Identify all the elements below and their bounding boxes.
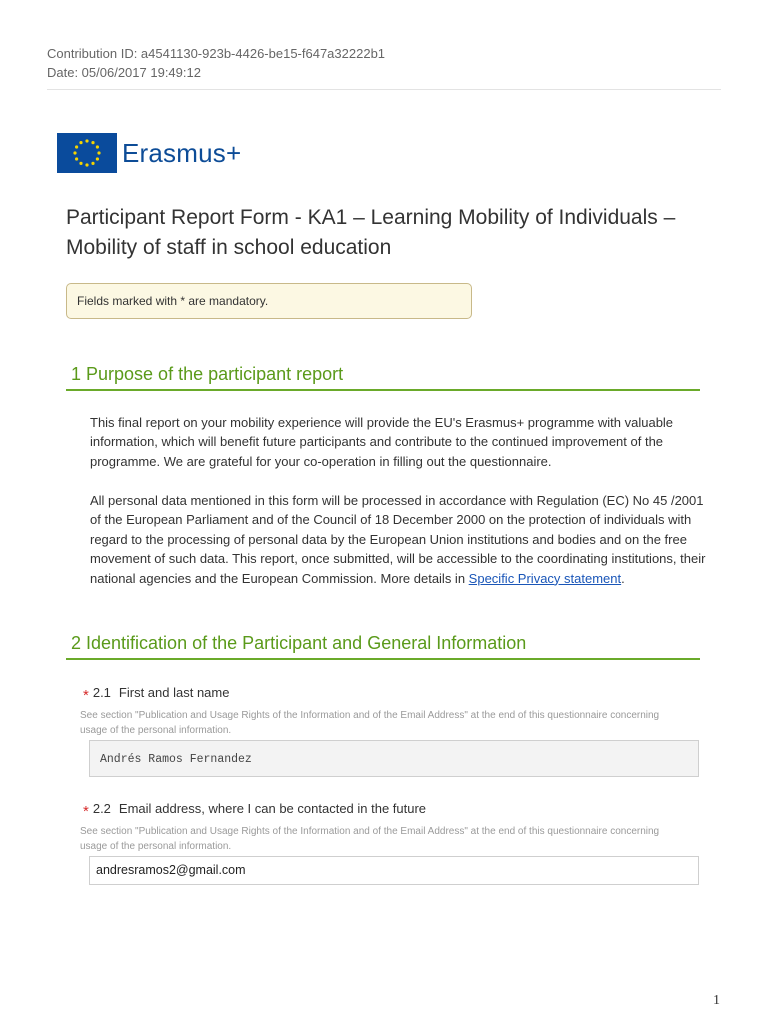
erasmus-logo xyxy=(57,133,241,173)
submission-date: Date: 05/06/2017 19:49:12 xyxy=(47,65,201,80)
document-metadata xyxy=(47,44,385,82)
privacy-paragraph xyxy=(90,491,710,588)
eu-flag-icon xyxy=(57,133,117,173)
required-asterisk: * xyxy=(83,687,89,704)
question-number: 2.1 xyxy=(92,685,111,700)
question-text: First and last name xyxy=(118,685,230,700)
privacy-text: All personal data mentioned in this form will be processed in accordance with Regulation (EC) No 45 /2001 of the European Parliament and of the Council of 18 December 2000 on the protection of individuals with regard to the processing of personal data by the European Union institutions and bodies and on the free movement of such data. This report, once submitted, will be accessible to the coordinating institutions, their national agencies and the European Commission. More details in xyxy=(90,493,706,586)
section-2-title: 2 Identification of the Participant and General Information xyxy=(71,633,527,653)
privacy-statement-link[interactable]: Specific Privacy statement xyxy=(468,570,622,586)
section-1-divider xyxy=(66,389,700,391)
contribution-id: Contribution ID: a4541130-923b-4426-be15-f647a32222b1 xyxy=(47,46,386,61)
page-title: Participant Report Form - KA1 – Learning Mobility of Individuals – Mobility of staff in school education xyxy=(66,206,676,259)
purpose-paragraph: This final report on your mobility experience will provide the EU's Erasmus+ programme with valuable information, which will benefit future participants and contribute to the continued improvement of the programme. We are grateful for your co-operation in filling out the questionnaire. xyxy=(90,415,674,469)
required-asterisk: * xyxy=(83,803,89,820)
header-divider xyxy=(47,89,721,90)
name-answer-field[interactable]: Andrés Ramos Fernandez xyxy=(89,740,699,777)
question-2-1-help: See section "Publication and Usage Rights of the Information and of the Email Address" at the end of this questionnaire concerning usage of the personal information. xyxy=(80,710,660,736)
page-number: 1 xyxy=(713,993,720,1008)
mandatory-notice: Fields marked with * are mandatory. xyxy=(66,283,472,319)
question-2-1-label xyxy=(83,684,230,704)
email-answer-field[interactable]: andresramos2@gmail.com xyxy=(89,856,699,885)
question-2-2-help: See section "Publication and Usage Rights of the Information and of the Email Address" at the end of this questionnaire concerning usage of the personal information. xyxy=(80,826,660,852)
question-2-2-label xyxy=(83,800,427,820)
question-number: 2.2 xyxy=(92,801,111,816)
section-1-title: 1 Purpose of the participant report xyxy=(71,364,344,384)
question-text: Email address, where I can be contacted in the future xyxy=(118,801,427,816)
privacy-text-suffix: . xyxy=(621,570,625,586)
section-2-divider xyxy=(66,658,700,660)
logo-wordmark: Erasmus+ xyxy=(122,137,242,168)
